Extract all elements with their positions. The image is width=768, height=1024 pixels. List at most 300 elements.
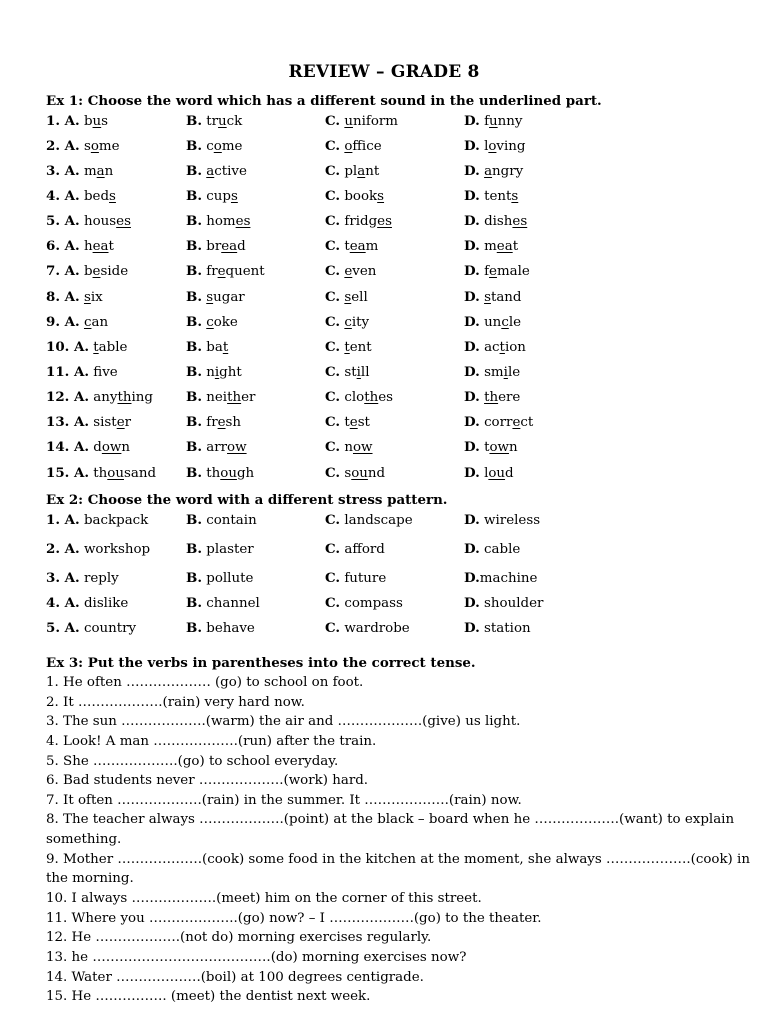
- word-part: hous: [83, 214, 117, 229]
- answer-option[interactable]: [464, 238, 518, 254]
- answer-option[interactable]: [46, 188, 116, 204]
- option-letter: C.: [325, 113, 341, 129]
- underlined-part: ea: [496, 239, 513, 254]
- option-letter: D.: [464, 339, 480, 355]
- underlined-part: u: [344, 114, 353, 129]
- option-letter: B.: [186, 620, 202, 636]
- answer-option[interactable]: [46, 138, 120, 154]
- underlined-part: i: [503, 365, 508, 380]
- underlined-part: ou: [351, 466, 368, 481]
- answer-option[interactable]: [325, 339, 372, 355]
- underlined-part: a: [206, 164, 215, 179]
- ex1-question-row: [46, 364, 746, 382]
- word-part: corr: [484, 415, 513, 430]
- word-part: bed: [83, 189, 110, 204]
- underlined-part: ow: [227, 440, 247, 455]
- underlined-part: es: [377, 214, 392, 229]
- underlined-part: s: [206, 290, 214, 305]
- option-letter: B.: [186, 113, 202, 129]
- word-part: n: [508, 440, 518, 455]
- underlined-part: c: [83, 315, 92, 330]
- option-letter: C.: [325, 414, 341, 430]
- underlined-part: s: [511, 189, 519, 204]
- word-part: quent: [225, 264, 265, 279]
- ex1-question-row: [46, 188, 746, 206]
- ex1-question-row: [46, 263, 746, 281]
- option-letter: 3. A.: [46, 163, 80, 179]
- option-letter: D.: [464, 414, 480, 430]
- ex3-heading: Ex 3: Put the verbs in parentheses into the correct tense.: [46, 655, 476, 671]
- answer-option[interactable]: [325, 570, 386, 586]
- answer-option[interactable]: [186, 289, 245, 305]
- answer-option[interactable]: [46, 570, 119, 586]
- ex3-questions: [46, 673, 750, 1007]
- underlined-part: es: [512, 214, 528, 229]
- ex2-question-row: [46, 512, 746, 530]
- option-word: contain: [201, 513, 257, 528]
- word-part: nd: [367, 466, 386, 481]
- word-part: es: [378, 390, 394, 405]
- word-part: b: [83, 114, 93, 129]
- underlined-part: ea: [349, 239, 366, 254]
- answer-option[interactable]: [464, 595, 543, 611]
- option-letter: C.: [325, 595, 341, 611]
- answer-option[interactable]: [186, 213, 250, 229]
- underlined-part: e: [92, 264, 101, 279]
- answer-option[interactable]: [186, 263, 265, 279]
- answer-option[interactable]: [186, 439, 247, 455]
- word-part: fr: [206, 264, 218, 279]
- ex1-question-row: [46, 389, 746, 407]
- ex3-question-line: 5. She ……………….(go) to school everyday.: [46, 753, 339, 769]
- option-letter: C.: [325, 512, 341, 528]
- word-part: f: [484, 264, 490, 279]
- word-part: f: [484, 114, 490, 129]
- word-part: tr: [206, 114, 219, 129]
- word-part: ion: [504, 340, 526, 355]
- word-part: br: [206, 239, 222, 254]
- answer-option[interactable]: [46, 364, 118, 380]
- answer-option[interactable]: [186, 364, 242, 380]
- underlined-part: o: [213, 139, 222, 154]
- option-word: wireless: [479, 513, 541, 528]
- word-part: ing: [131, 390, 153, 405]
- option-word: workshop: [79, 542, 151, 557]
- word-part: side: [100, 264, 129, 279]
- option-letter: C.: [325, 389, 341, 405]
- answer-option[interactable]: [186, 238, 246, 254]
- answer-option[interactable]: [46, 414, 131, 430]
- underlined-part: s: [484, 290, 491, 305]
- option-letter: C.: [325, 138, 341, 154]
- answer-option[interactable]: [325, 465, 385, 481]
- word-part: sist: [93, 415, 117, 430]
- answer-option[interactable]: [186, 465, 254, 481]
- answer-option[interactable]: [325, 541, 385, 557]
- underlined-part: th: [484, 390, 499, 405]
- answer-option[interactable]: [46, 163, 113, 179]
- answer-option[interactable]: [46, 620, 136, 636]
- answer-option[interactable]: [325, 595, 403, 611]
- word-part: hom: [206, 214, 236, 229]
- option-letter: D.: [464, 163, 480, 179]
- answer-option[interactable]: [46, 439, 130, 455]
- answer-option[interactable]: [325, 364, 370, 380]
- answer-option[interactable]: [186, 163, 247, 179]
- underlined-part: t: [222, 340, 229, 355]
- underlined-part: s: [377, 189, 385, 204]
- option-letter: 8. A.: [46, 289, 80, 305]
- option-letter: D.: [464, 570, 480, 586]
- option-letter: 4. A.: [46, 188, 80, 204]
- underlined-part: a: [96, 164, 105, 179]
- answer-option[interactable]: [464, 414, 533, 430]
- answer-option[interactable]: [46, 289, 103, 305]
- word-part: t: [484, 440, 490, 455]
- answer-option[interactable]: [46, 465, 156, 481]
- option-letter: D.: [464, 541, 480, 557]
- underlined-part: e: [116, 415, 125, 430]
- word-part: b: [83, 264, 93, 279]
- underlined-part: th: [364, 390, 379, 405]
- option-letter: D.: [464, 289, 480, 305]
- ex3-question-line: 10. I always ……………….(meet) him on the corner of this street.: [46, 891, 482, 907]
- underlined-part: c: [344, 315, 352, 330]
- answer-option[interactable]: [325, 414, 370, 430]
- ex1-question-row: [46, 138, 746, 156]
- ex1-question-row: [46, 465, 746, 483]
- option-letter: B.: [186, 163, 202, 179]
- option-letter: B.: [186, 188, 202, 204]
- word-part: fridg: [344, 214, 378, 229]
- option-letter: D.: [464, 138, 480, 154]
- option-letter: 9. A.: [46, 314, 80, 330]
- ex1-heading: Ex 1: Choose the word which has a different sound in the underlined part.: [46, 93, 602, 109]
- option-letter: 5. A.: [46, 213, 80, 229]
- word-part: m: [83, 164, 97, 179]
- answer-option[interactable]: [46, 113, 108, 129]
- underlined-part: o: [488, 139, 497, 154]
- ex2-question-row: [46, 620, 746, 638]
- answer-option[interactable]: [464, 570, 537, 586]
- underlined-part: s: [83, 290, 91, 305]
- option-letter: D.: [464, 213, 480, 229]
- answer-option[interactable]: [46, 512, 148, 528]
- answer-option[interactable]: [46, 213, 131, 229]
- answer-option[interactable]: [325, 263, 376, 279]
- option-word: landscape: [340, 513, 413, 528]
- option-letter: B.: [186, 465, 202, 481]
- ex1-question-row: [46, 163, 746, 181]
- underlined-part: i: [214, 365, 220, 380]
- underlined-part: e: [217, 264, 226, 279]
- ex1-question-row: [46, 289, 746, 307]
- option-letter: B.: [186, 439, 202, 455]
- underlined-part: o: [344, 139, 353, 154]
- underlined-part: e: [349, 415, 358, 430]
- option-letter: B.: [186, 238, 202, 254]
- answer-option[interactable]: [186, 113, 242, 129]
- underlined-part: s: [109, 189, 116, 204]
- underlined-part: c: [206, 315, 214, 330]
- option-letter: C.: [325, 314, 341, 330]
- answer-option[interactable]: [325, 289, 368, 305]
- word-part: ngry: [492, 164, 524, 179]
- answer-option[interactable]: [186, 414, 241, 430]
- answer-option[interactable]: [46, 263, 128, 279]
- option-letter: B.: [186, 595, 202, 611]
- word-part: dish: [484, 214, 513, 229]
- option-letter: C.: [325, 339, 341, 355]
- word-part: ac: [484, 340, 500, 355]
- answer-option[interactable]: [186, 595, 260, 611]
- answer-option[interactable]: [325, 238, 378, 254]
- ex3-question-line: 3. The sun ……………….(warm) the air and ……………….(give) us light.: [46, 714, 521, 730]
- word-part: gh: [236, 466, 255, 481]
- answer-option[interactable]: [186, 188, 238, 204]
- option-word: reply: [79, 571, 119, 586]
- word-part: m: [484, 239, 497, 254]
- option-letter: C.: [325, 570, 341, 586]
- answer-option[interactable]: [186, 314, 238, 330]
- answer-option[interactable]: [186, 541, 254, 557]
- word-part: oke: [213, 315, 238, 330]
- word-part: th: [93, 466, 108, 481]
- option-letter: D.: [464, 465, 480, 481]
- option-letter: 11. A.: [46, 364, 90, 380]
- option-letter: C.: [325, 163, 341, 179]
- word-part: st: [344, 365, 357, 380]
- option-word: cable: [479, 542, 521, 557]
- answer-option[interactable]: [464, 541, 520, 557]
- ex3-question-line: 13. he ………………………………….(do) morning exercises now?: [46, 949, 467, 965]
- underlined-part: ow: [352, 440, 373, 455]
- option-word: future: [340, 571, 387, 586]
- ex3-question-line: 12. He ……………….(not do) morning exercises regularly.: [46, 930, 432, 946]
- answer-option[interactable]: [46, 238, 114, 254]
- answer-option[interactable]: [325, 113, 398, 129]
- ex1-question-row: [46, 238, 746, 256]
- option-word: channel: [201, 596, 260, 611]
- word-part: niform: [352, 114, 399, 129]
- option-letter: C.: [325, 263, 341, 279]
- word-part: ugar: [213, 290, 245, 305]
- underlined-part: th: [227, 390, 242, 405]
- word-part: st: [357, 415, 370, 430]
- underlined-part: e: [512, 415, 521, 430]
- option-letter: 7. A.: [46, 263, 80, 279]
- word-part: d: [237, 239, 246, 254]
- ex3-question-line: 7. It often ……………….(rain) in the summer. It ……………….(rain) now.: [46, 792, 522, 808]
- answer-option[interactable]: [186, 339, 228, 355]
- underlined-part: e: [489, 264, 497, 279]
- word-part: n: [344, 440, 353, 455]
- ex1-question-row: [46, 414, 746, 432]
- ex2-heading: Ex 2: Choose the word with a different stress pattern.: [46, 492, 448, 508]
- word-part: nei: [206, 390, 228, 405]
- ex3-question-line: the morning.: [46, 871, 134, 887]
- ex3-question-line: 2. It ……………….(rain) very hard now.: [46, 694, 305, 710]
- underlined-part: t: [499, 340, 505, 355]
- option-letter: D.: [464, 620, 480, 636]
- word-part: ent: [349, 340, 372, 355]
- underlined-part: ow: [489, 440, 509, 455]
- option-letter: C.: [325, 620, 341, 636]
- answer-option[interactable]: [464, 339, 526, 355]
- option-word: backpack: [79, 513, 149, 528]
- option-letter: B.: [186, 314, 202, 330]
- option-letter: C.: [325, 238, 341, 254]
- word-part: c: [206, 139, 214, 154]
- option-letter: D.: [464, 389, 480, 405]
- option-letter: B.: [186, 138, 202, 154]
- option-letter: D.: [464, 439, 480, 455]
- underlined-part: i: [356, 365, 361, 380]
- option-letter: 3. A.: [46, 570, 80, 586]
- answer-option[interactable]: [46, 389, 153, 405]
- word-part: ck: [226, 114, 243, 129]
- option-letter: 2. A.: [46, 541, 80, 557]
- word-part: th: [206, 466, 221, 481]
- underlined-part: ea: [92, 239, 109, 254]
- answer-option[interactable]: [464, 364, 520, 380]
- answer-option[interactable]: [46, 339, 127, 355]
- answer-option[interactable]: [186, 138, 242, 154]
- answer-option[interactable]: [46, 595, 128, 611]
- answer-option[interactable]: [464, 213, 527, 229]
- underlined-part: s: [344, 290, 352, 305]
- ex1-question-row: [46, 314, 746, 332]
- underlined-part: ou: [220, 466, 237, 481]
- word-part: nny: [497, 114, 523, 129]
- option-letter: B.: [186, 512, 202, 528]
- option-letter: B.: [186, 339, 202, 355]
- answer-option[interactable]: [464, 138, 525, 154]
- answer-option[interactable]: [464, 188, 518, 204]
- word-part: ity: [351, 315, 370, 330]
- answer-option[interactable]: [325, 314, 369, 330]
- word-part: t: [512, 239, 519, 254]
- answer-option[interactable]: [186, 620, 255, 636]
- answer-option[interactable]: [464, 113, 522, 129]
- answer-option[interactable]: [464, 314, 521, 330]
- option-letter: D.: [464, 263, 480, 279]
- option-letter: 15. A.: [46, 465, 90, 481]
- option-letter: 2. A.: [46, 138, 80, 154]
- word-part: d: [505, 466, 514, 481]
- option-letter: B.: [186, 364, 202, 380]
- word-part: ell: [351, 290, 368, 305]
- answer-option[interactable]: [186, 570, 253, 586]
- option-word: afford: [340, 542, 385, 557]
- answer-option[interactable]: [186, 389, 255, 405]
- answer-option[interactable]: [464, 289, 522, 305]
- word-part: sh: [225, 415, 242, 430]
- word-part: r: [124, 415, 132, 430]
- answer-option[interactable]: [325, 389, 393, 405]
- underlined-part: ea: [221, 239, 238, 254]
- word-part: cup: [206, 189, 231, 204]
- option-word: shoulder: [479, 596, 544, 611]
- option-letter: B.: [186, 541, 202, 557]
- word-part: book: [344, 189, 378, 204]
- word-part: clo: [344, 390, 365, 405]
- word-part: s: [101, 114, 109, 129]
- answer-option[interactable]: [325, 138, 382, 154]
- word-part: ven: [352, 264, 377, 279]
- underlined-part: t: [93, 340, 99, 355]
- word-part: t: [344, 239, 350, 254]
- answer-option[interactable]: [46, 541, 150, 557]
- option-letter: 4. A.: [46, 595, 80, 611]
- word-part: l: [484, 466, 489, 481]
- word-part: male: [496, 264, 530, 279]
- underlined-part: th: [117, 390, 132, 405]
- underlined-part: es: [235, 214, 251, 229]
- answer-option[interactable]: [46, 314, 108, 330]
- ex3-question-line: something.: [46, 832, 122, 848]
- ex3-question-line: 11. Where you ………………..(go) now? – I ……………….(go) to the theater.: [46, 910, 542, 926]
- option-letter: C.: [325, 289, 341, 305]
- ex2-question-row: [46, 570, 746, 588]
- underlined-part: a: [357, 164, 366, 179]
- option-letter: 1. A.: [46, 512, 80, 528]
- ex1-question-row: [46, 339, 746, 357]
- answer-option[interactable]: [325, 620, 410, 636]
- word-part: ght: [219, 365, 242, 380]
- word-part: ll: [360, 365, 370, 380]
- ex3-question-line: 14. Water ……………….(boil) at 100 degrees centigrade.: [46, 969, 424, 985]
- answer-option[interactable]: [464, 163, 523, 179]
- answer-option[interactable]: [325, 213, 392, 229]
- answer-option[interactable]: [186, 512, 257, 528]
- answer-option[interactable]: [464, 465, 514, 481]
- option-letter: B.: [186, 263, 202, 279]
- word-part: sand: [123, 466, 157, 481]
- answer-option[interactable]: [325, 512, 413, 528]
- option-letter: D.: [464, 238, 480, 254]
- word-part: le: [507, 365, 521, 380]
- option-word: country: [79, 621, 137, 636]
- underlined-part: es: [116, 214, 131, 229]
- answer-option[interactable]: [325, 163, 379, 179]
- option-letter: 14. A.: [46, 439, 90, 455]
- underlined-part: u: [92, 114, 102, 129]
- word-part: f: [93, 365, 103, 380]
- ex1-question-row: [46, 113, 746, 131]
- answer-option[interactable]: [325, 439, 373, 455]
- answer-option[interactable]: [464, 620, 531, 636]
- ex3-question-line: 8. The teacher always ……………….(point) at the black – board when he ……………….(want) to explain: [46, 812, 735, 828]
- answer-option[interactable]: [464, 389, 520, 405]
- option-letter: D.: [464, 113, 480, 129]
- answer-option[interactable]: [464, 512, 540, 528]
- ex3-question-line: 9. Mother ……………….(cook) some food in the kitchen at the moment, she always ……………….(cook) in: [46, 851, 750, 867]
- underlined-part: c: [501, 315, 509, 330]
- word-part: ffice: [352, 139, 382, 154]
- underlined-part: ou: [488, 466, 506, 481]
- underlined-part: ow: [101, 440, 122, 455]
- option-letter: 5. A.: [46, 620, 80, 636]
- word-part: ix: [90, 290, 103, 305]
- option-word: compass: [340, 596, 403, 611]
- option-letter: D.: [464, 595, 480, 611]
- answer-option[interactable]: [464, 439, 518, 455]
- answer-option[interactable]: [464, 263, 530, 279]
- ex3-question-line: 1. He often ………………. (go) to school on foot.: [46, 675, 364, 690]
- answer-option[interactable]: [325, 188, 384, 204]
- ex2-question-row: [46, 541, 746, 559]
